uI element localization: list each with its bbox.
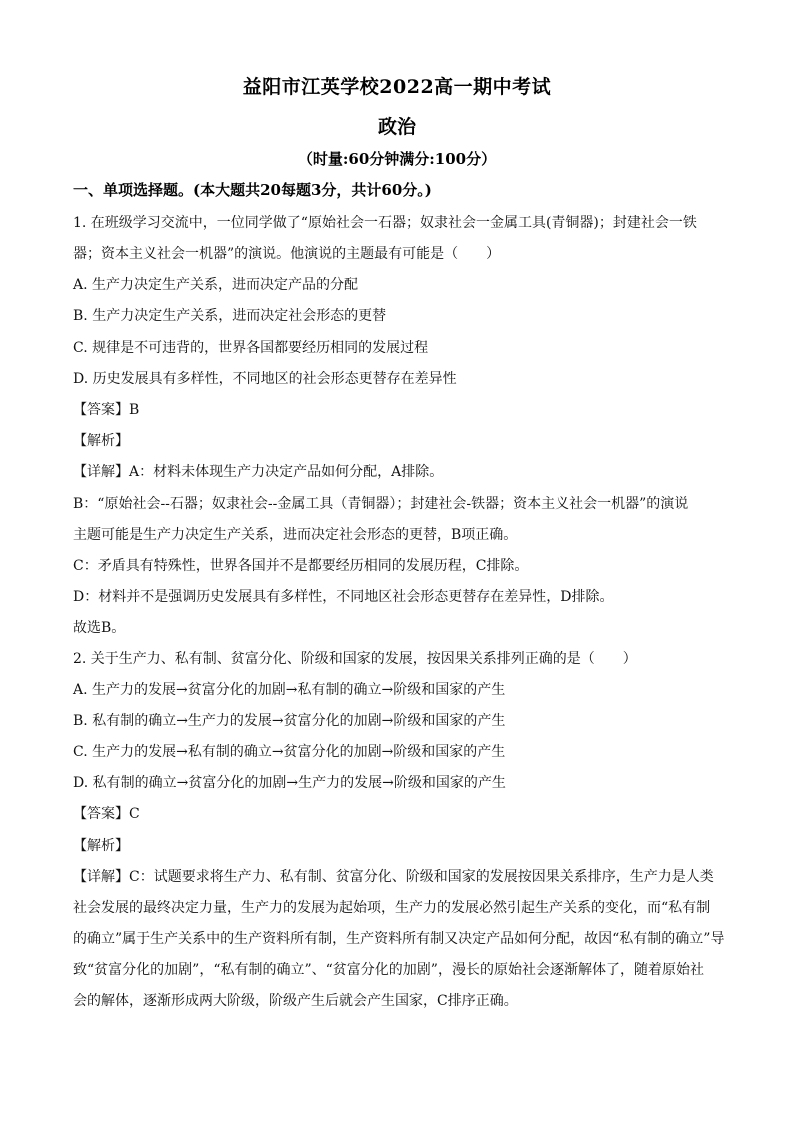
- q2-detail-line-3: 的确立”属于生产关系中的生产资料所有制，生产资料所有制又决定产品如何分配，故因“私有制的确立”导: [73, 931, 725, 947]
- q1-option-d: D. 历史发展具有多样性，不同地区的社会形态更替存在差异性: [73, 371, 457, 387]
- q1-answer: 【答案】B: [73, 402, 140, 418]
- q2-stem-line-1: 2. 关于生产力、私有制、贫富分化、阶级和国家的发展，按因果关系排列正确的是（ ）: [73, 651, 637, 667]
- section-heading: 一、单项选择题。(本大题共20每题3分，共计60分。): [73, 181, 432, 199]
- subject-title: 政治: [377, 116, 416, 138]
- q1-stem-line-1: 1. 在班级学习交流中，一位同学做了“原始社会一石器；奴隶社会一金属工具(青铜器)；封建社会一铁: [73, 215, 697, 231]
- q2-answer: 【答案】C: [73, 806, 140, 822]
- q1-stem-line-2: 器；资本主义社会一机器”的演说。他演说的主题最有可能是（ ）: [73, 246, 501, 262]
- q1-option-c: C. 规律是不可违背的，世界各国都要经历相同的发展过程: [73, 340, 429, 356]
- q1-detail-line-3: 主题可能是生产力决定生产关系，进而决定社会形态的更替，B项正确。: [73, 527, 518, 543]
- q1-detail-line-1: 【详解】A：材料未体现生产力决定产品如何分配，A排除。: [73, 464, 444, 480]
- q2-detail-line-5: 会的解体，逐渐形成两大阶级，阶级产生后就会产生国家，C排序正确。: [73, 993, 518, 1009]
- q1-option-b: B. 生产力决定生产关系，进而决定社会形态的更替: [73, 308, 387, 324]
- q1-analysis-label: 【解析】: [73, 433, 129, 449]
- q1-option-a: A. 生产力决定生产关系，进而决定产品的分配: [73, 277, 359, 293]
- q2-analysis-label: 【解析】: [73, 838, 129, 854]
- q1-conclusion: 故选B。: [73, 620, 126, 636]
- q2-option-c: C. 生产力的发展→私有制的确立→贫富分化的加剧→阶级和国家的产生: [73, 744, 506, 760]
- exam-meta: （时量:60分钟满分:100分）: [297, 150, 497, 168]
- q1-detail-line-2: B：“原始社会--石器；奴隶社会--金属工具（青铜器）；封建社会-铁器；资本主义社会一机器”的演说: [73, 496, 689, 512]
- q2-detail-line-2: 社会发展的最终决定力量，生产力的发展为起始项，生产力的发展必然引起生产关系的变化，而“私有制: [73, 900, 711, 916]
- exam-title: 益阳市江英学校2022高一期中考试: [242, 76, 552, 98]
- q1-detail-line-5: D：材料并不是强调历史发展具有多样性，不同地区社会形态更替存在差异性，D排除。: [73, 589, 614, 605]
- q2-option-d: D. 私有制的确立→贫富分化的加剧→生产力的发展→阶级和国家的产生: [73, 775, 506, 791]
- q2-detail-line-1: 【详解】C：试题要求将生产力、私有制、贫富分化、阶级和国家的发展按因果关系排序，生产力是人类: [73, 869, 714, 885]
- q2-option-a: A. 生产力的发展→贫富分化的加剧→私有制的确立→阶级和国家的产生: [73, 682, 506, 698]
- q2-option-b: B. 私有制的确立→生产力的发展→贫富分化的加剧→阶级和国家的产生: [73, 713, 506, 729]
- q2-detail-line-4: 致“贫富分化的加剧”，“私有制的确立”、“贫富分化的加剧”，漫长的原始社会逐渐解体了，随着原始社: [73, 962, 704, 978]
- q1-detail-line-4: C：矛盾具有特殊性，世界各国并不是都要经历相同的发展历程，C排除。: [73, 558, 529, 574]
